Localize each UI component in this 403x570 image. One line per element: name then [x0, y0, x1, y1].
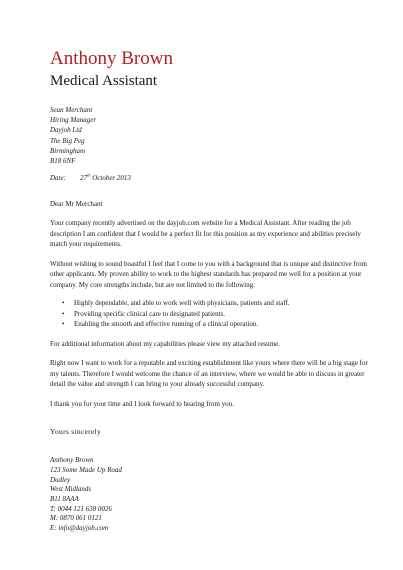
recipient-line: Sean Merchant — [50, 106, 93, 114]
signature-line: Anthony Brown — [50, 456, 94, 465]
letter-date — [50, 173, 370, 183]
bullet-icon: • — [62, 309, 65, 318]
closing: Yours sincerely — [50, 427, 102, 437]
signature-line: 123 Some Made Up Road — [50, 465, 122, 474]
salutation: Dear Mr Merchant — [50, 200, 103, 209]
paragraph-background: Without wishing to sound boastful I feel that I come to you with a background that is unique and distinctive from other applicants. My proven ability to work to the highest standards has prepared me well for a position at your company. My core strengths include, but are not limited to the following: — [50, 259, 367, 289]
strengths-list — [50, 298, 370, 330]
list-item — [50, 319, 370, 330]
date-month-year: October 2013 — [92, 174, 131, 183]
signature-line: M: 0870 061 0121 — [50, 514, 102, 523]
list-item — [50, 298, 370, 309]
paragraph-interview: Right now I want to work for a reputable and exciting establishment like yours where there will be a big stage for my talents. Therefore I would welcome the chance of an interview, where we would be able to discuss in greater detail the value and strength I can bring to your already successful company. — [50, 359, 368, 389]
bullet-icon: • — [62, 299, 65, 308]
date-suffix: th — [86, 172, 91, 178]
paragraph-intro: Your company recently advertised on the dayjob.com website for a Medical Assistant. After reading the job description I am confident that I would be a perfect fit for this position as my experience and abilities precisely match your requirements. — [50, 219, 361, 249]
recipient-address — [50, 105, 370, 166]
date-label: Date: — [50, 174, 66, 183]
paragraph-resume: For additional information about my capabilities please view my attached resume. — [50, 339, 280, 348]
job-title: Medical Assistant — [50, 73, 158, 89]
recipient-line: B18 6NF — [50, 157, 76, 166]
date-day: 27 — [79, 174, 87, 183]
signature-line: B11 8AAA — [50, 495, 79, 504]
signature-line: E: info@dayjob.com — [50, 524, 109, 533]
list-item-text: Providing specific clinical care to designated patients. — [74, 309, 226, 318]
recipient-line: Birmingham — [50, 146, 85, 155]
recipient-line: Hiring Manager — [50, 116, 97, 125]
bullet-icon: • — [62, 320, 65, 329]
recipient-line: Dayjob Ltd — [50, 126, 82, 135]
signature-line: T: 0044 121 638 0026 — [50, 504, 112, 513]
signature-line: Dudley — [50, 475, 71, 484]
signature-line: West Midlands — [50, 485, 92, 494]
applicant-name: Anthony Brown — [50, 48, 173, 69]
list-item-text: Enabling the smooth and effective running of a clinical operation. — [74, 320, 259, 329]
cover-letter — [50, 48, 370, 534]
recipient-line: The Big Peg — [50, 136, 85, 145]
list-item-text: Highly dependable, and able to work well with physicians, patients and staff. — [74, 299, 290, 308]
list-item — [50, 309, 370, 320]
paragraph-thanks: I thank you for your time and I look forward to hearing from you. — [50, 399, 234, 408]
signature-block — [50, 456, 370, 534]
